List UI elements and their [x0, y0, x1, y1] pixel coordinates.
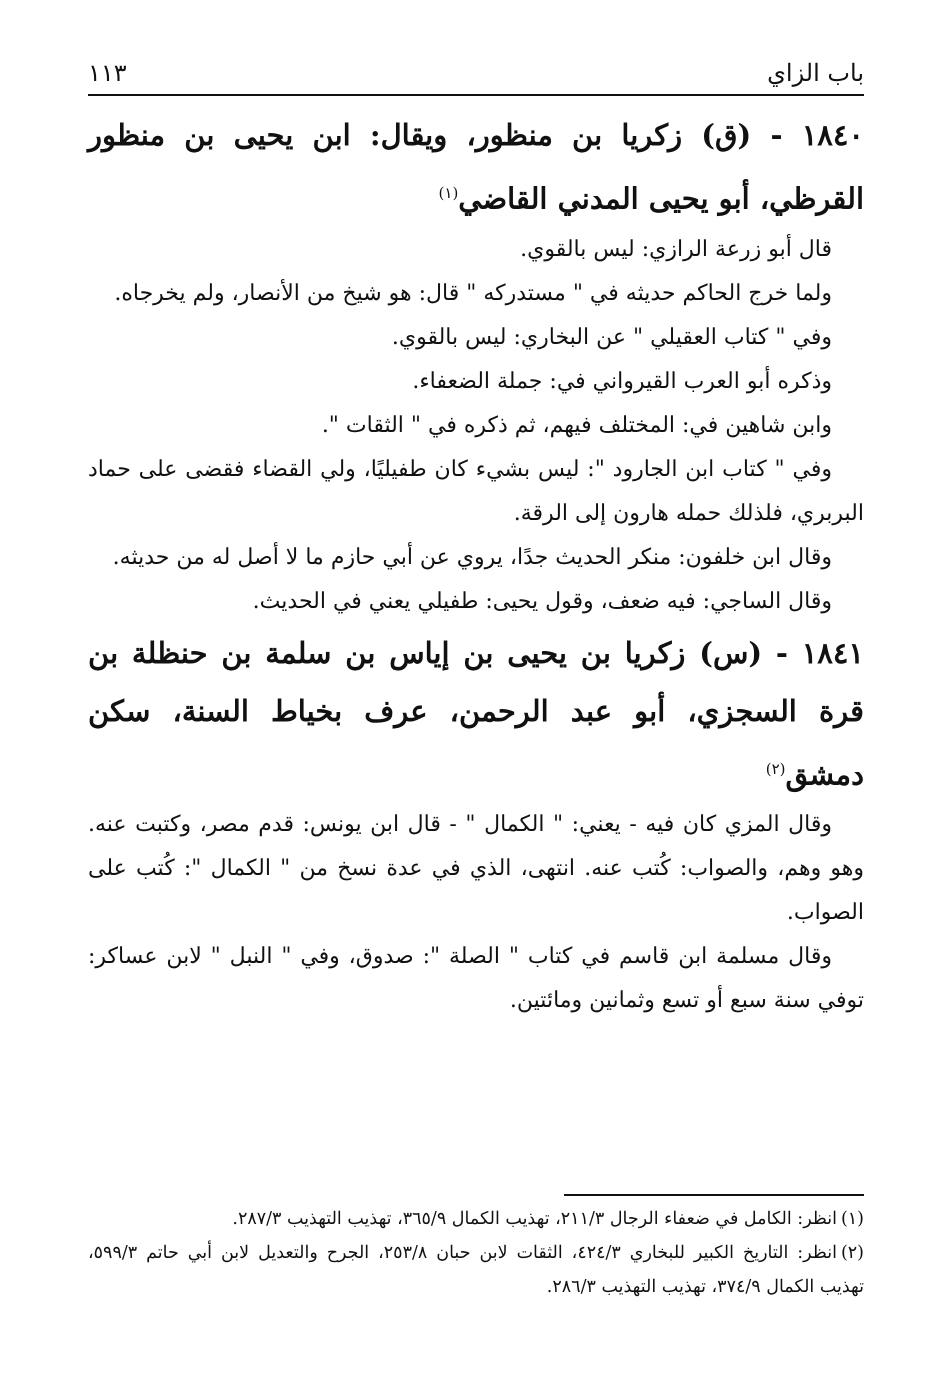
- footnote-text: انظر: الكامل في ضعفاء الرجال ٢١١/٣، تهذيب الكمال ٣٦٥/٩، تهذيب التهذيب ٢٨٧/٣.: [232, 1209, 837, 1229]
- paragraph: وابن شاهين في: المختلف فيهم، ثم ذكره في " الثقات ".: [321, 412, 832, 438]
- entry-heading-text: ١٨٤١ - (س) زكريا بن يحيى بن إياس بن سلمة بن حنظلة بن قرة السجزي، أبو عبد الرحمن، عرف بخياط السنة، سكن دمشق: [88, 635, 864, 792]
- paragraph: وذكره أبو العرب القيرواني في: جملة الضعفاء.: [412, 368, 832, 394]
- entry-heading-1840: [88, 106, 864, 228]
- footnote-ref-2: (٢): [765, 759, 786, 778]
- paragraph: وقال الساجي: فيه ضعف، وقول يحيى: طفيلي يعني في الحديث.: [252, 588, 832, 614]
- chapter-title: باب الزاي: [767, 59, 864, 87]
- footnote-text: انظر: التاريخ الكبير للبخاري ٤٢٤/٣، الثقات لابن حبان ٢٥٣/٨، الجرح والتعديل لابن أبي حاتم ٥٩٩/٣، تهذيب الكمال ٣٧٤/٩، تهذيب التهذيب ٢٨٦/٣.: [88, 1243, 864, 1297]
- paragraph: وقال مسلمة ابن قاسم في كتاب " الصلة ": صدوق، وفي " النبل " لابن عساكر: توفي سنة سبع أو تسع وثمانين ومائتين.: [88, 944, 864, 1014]
- entry-heading-text: ١٨٤٠ - (ق) زكريا بن منظور، ويقال: ابن يحيى بن منظور القرظي، أبو يحيى المدني القاضي: [88, 118, 864, 216]
- paragraph: ولما خرج الحاكم حديثه في " مستدركه " قال: هو شيخ من الأنصار، ولم يخرجاه.: [114, 280, 832, 306]
- footnote-separator: [564, 1194, 864, 1196]
- footnote-number: (٢): [840, 1243, 864, 1263]
- header-rule: [88, 94, 864, 96]
- paragraph: وفي " كتاب العقيلي " عن البخاري: ليس بالقوي.: [391, 324, 832, 350]
- paragraph: وقال ابن خلفون: منكر الحديث جدًا، يروي عن أبي حازم ما لا أصل له من حديثه.: [112, 544, 832, 570]
- paragraph: وقال المزي كان فيه - يعني: " الكمال " - قال ابن يونس: قدم مصر، وكتبت عنه. وهو وهم، والصواب: كُتب عنه. انتهى، الذي في عدة نسخ من " الكمال ": كُتب على الصواب.: [88, 812, 864, 926]
- book-page: [88, 56, 864, 1339]
- page-header: [88, 56, 864, 94]
- footnote-ref-1: (١): [438, 184, 459, 202]
- footnote-2: [88, 1236, 864, 1304]
- paragraph: وفي " كتاب ابن الجارود ": ليس بشيء كان طفيليًا، ولي القضاء فقضى على حماد البربري، فلذلك حمله هارون إلى الرقة.: [88, 456, 864, 526]
- page-number: ١١٣: [88, 59, 127, 87]
- paragraph: قال أبو زرعة الرازي: ليس بالقوي.: [520, 236, 832, 262]
- footnote-1: [88, 1202, 864, 1236]
- footnotes: [88, 1202, 864, 1304]
- entry-heading-1841: [88, 624, 864, 804]
- footnote-number: (١): [840, 1209, 864, 1229]
